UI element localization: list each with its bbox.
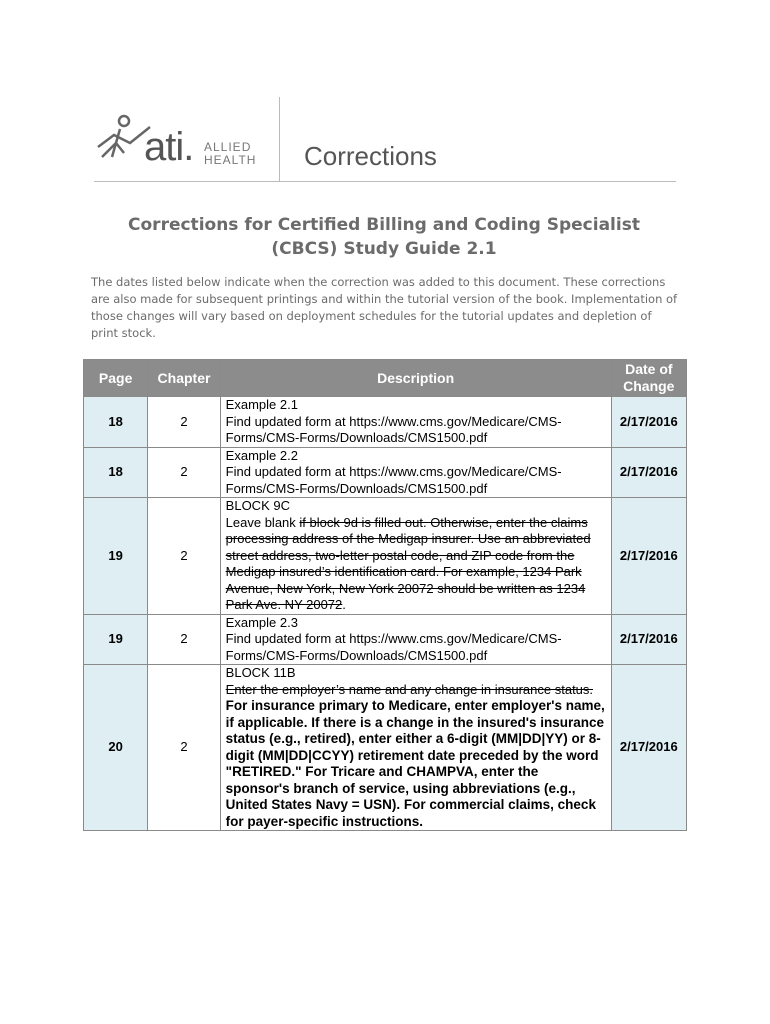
page-header bbox=[94, 95, 676, 183]
table-row bbox=[84, 665, 687, 831]
row-description-title: BLOCK 9C bbox=[225, 498, 290, 513]
row-page: 18 bbox=[84, 447, 148, 498]
table-row bbox=[84, 498, 687, 615]
header-page: Page bbox=[84, 360, 148, 397]
row-chapter: 2 bbox=[148, 498, 220, 615]
row-description-title: Example 2.1 bbox=[225, 397, 298, 412]
struck-text: if block 9d is filled out. Otherwise, enter the claims processing address of the Medigap insurer. Use an abbreviated street address, two-letter postal code, and ZIP code from the Medigap insured’s identification card. For example, 1234 Park Avenue, New York, New York 20072 should be written as 1234 Park Ave. NY 20072 bbox=[225, 514, 591, 612]
row-description bbox=[220, 665, 611, 831]
document-title: Corrections for Certified Billing and Coding Specialist (CBCS) Study Guide 2.1 bbox=[128, 215, 640, 259]
row-date: 2/17/2016 bbox=[611, 397, 686, 448]
row-date: 2/17/2016 bbox=[611, 498, 686, 615]
header-description: Description bbox=[220, 360, 611, 397]
corrections-table bbox=[83, 359, 687, 831]
row-description bbox=[220, 447, 611, 498]
header-title: Corrections bbox=[304, 141, 437, 171]
table-row bbox=[84, 397, 687, 448]
logo-wordmark: ati. bbox=[144, 125, 194, 169]
row-description bbox=[220, 397, 611, 448]
row-page: 19 bbox=[84, 614, 148, 665]
bold-text: For insurance primary to Medicare, enter employer's name, if applicable. If there is a change in the insured's insurance status (e.g., retired), enter either a 6-digit (MM|DD|YY) or 8-digit (MM|DD|CCYY) retirement date preceded by the word "RETIRED." For Tricare and CHAMPVA, enter the sponsor's branch of service, using abbreviations (e.g., United States Navy = USN). For commercial claims, check for payer-specific instructions. bbox=[225, 698, 605, 829]
header-date: Date of Change bbox=[611, 360, 686, 397]
row-page: 19 bbox=[84, 498, 148, 615]
row-page: 18 bbox=[84, 397, 148, 448]
row-page: 20 bbox=[84, 665, 148, 831]
row-description-text: Leave blank if block 9d is filled out. Otherwise, enter the claims processing address of the Medigap insurer. Use an abbreviated street address, two-letter postal code, and ZIP code from the Medigap insured’s identification card. For example, 1234 Park Avenue, New York, New York 20072 should be written as 1234 Park Ave. NY 20072. bbox=[225, 514, 591, 612]
table-row bbox=[84, 447, 687, 498]
row-description-title: Example 2.2 bbox=[225, 447, 298, 463]
header-chapter: Chapter bbox=[148, 360, 220, 397]
row-description-text: Find updated form at https://www.cms.gov/Medicare/CMS-Forms/CMS-Forms/Downloads/CMS1500.pdf bbox=[225, 631, 562, 663]
row-date: 2/17/2016 bbox=[611, 614, 686, 665]
struck-text: Enter the employer’s name and any change in insurance status. bbox=[225, 681, 594, 697]
row-date: 2/17/2016 bbox=[611, 665, 686, 831]
row-description-title: BLOCK 11B bbox=[225, 665, 296, 680]
row-description-text: Find updated form at https://www.cms.gov/Medicare/CMS-Forms/CMS-Forms/Downloads/CMS1500.pdf bbox=[225, 413, 562, 445]
row-chapter: 2 bbox=[148, 447, 220, 498]
row-chapter: 2 bbox=[148, 665, 220, 831]
row-chapter: 2 bbox=[148, 397, 220, 448]
intro-paragraph: The dates listed below indicate when the correction was added to this document. These corrections are also made for subsequent printings and within the tutorial version of the book. Implementation of those changes will vary based on deployment schedules for the tutorial updates and depletion of print stock. bbox=[91, 275, 678, 340]
row-chapter: 2 bbox=[148, 614, 220, 665]
table-header-row bbox=[84, 360, 687, 397]
row-description bbox=[220, 498, 611, 615]
header-divider bbox=[279, 97, 280, 182]
row-description-text bbox=[226, 682, 606, 831]
row-description bbox=[220, 614, 611, 665]
row-description-text: Find updated form at https://www.cms.gov/Medicare/CMS-Forms/CMS-Forms/Downloads/CMS1500.pdf bbox=[225, 464, 562, 496]
row-date: 2/17/2016 bbox=[611, 447, 686, 498]
row-description-title: Example 2.3 bbox=[225, 614, 298, 630]
table-row bbox=[84, 614, 687, 665]
logo-subtitle: ALLIED HEALTH bbox=[204, 140, 257, 167]
header-rule bbox=[94, 181, 676, 182]
